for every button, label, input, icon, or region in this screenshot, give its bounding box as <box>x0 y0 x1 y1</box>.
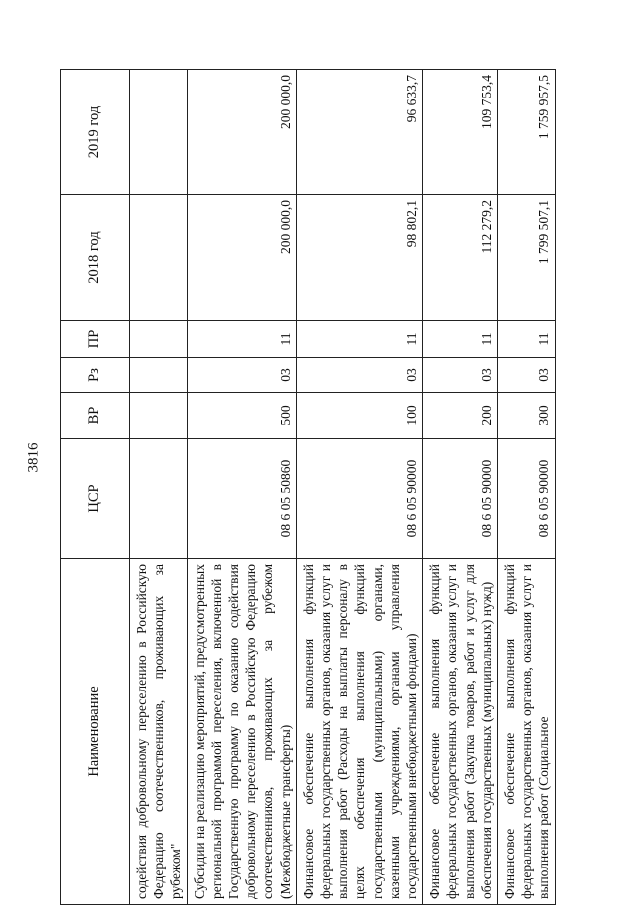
table-row <box>187 70 296 905</box>
header-2018: 2018 год <box>61 195 130 321</box>
row-2019: 96 633,7 <box>296 70 422 195</box>
page-number-text: 3816 <box>25 442 42 472</box>
row-csr: 08 6 05 90000 <box>423 439 498 559</box>
header-2019: 2019 год <box>61 70 130 195</box>
row-pr: 11 <box>423 321 498 358</box>
row-2019: 109 753,4 <box>423 70 498 195</box>
page-number <box>24 427 44 487</box>
row-vr <box>130 393 188 439</box>
row-pr: 11 <box>187 321 296 358</box>
row-2018 <box>130 195 188 321</box>
header-name: Наименование <box>61 559 130 905</box>
row-name: Финансовое обеспечение выполнения функций федеральных государственных органов, оказания услуг и выполнения работ (Закупка товаров, работ и услуг для обеспечения государственных (муниципальных) нужд) <box>423 559 498 905</box>
row-2019 <box>130 70 188 195</box>
row-name: Финансовое обеспечение выполнения функций федеральных государственных органов, оказания услуг и выполнения работ (Социальное <box>498 559 556 905</box>
row-pr <box>130 321 188 358</box>
row-pr: 11 <box>498 321 556 358</box>
table-row <box>498 70 556 905</box>
header-rz: Рз <box>61 358 130 393</box>
row-vr: 100 <box>296 393 422 439</box>
row-csr: 08 6 05 90000 <box>296 439 422 559</box>
row-vr: 200 <box>423 393 498 439</box>
row-rz: 03 <box>296 358 422 393</box>
row-csr: 08 6 05 50860 <box>187 439 296 559</box>
table-row <box>296 70 422 905</box>
row-2018: 1 799 507,1 <box>498 195 556 321</box>
row-name: Субсидии на реализацию мероприятий, предусмотренных региональной программой переселения, включенной в Государственную программу по оказанию содействия добровольному переселению в Российскую Федерацию соотечественников, проживающих за рубежом (Межбюджетные трансферты) <box>187 559 296 905</box>
row-csr: 08 6 05 90000 <box>498 439 556 559</box>
header-pr: ПР <box>61 321 130 358</box>
row-2018: 98 802,1 <box>296 195 422 321</box>
row-name: Финансовое обеспечение выполнения функций федеральных государственных органов, оказания услуг и выполнения работ (Расходы на выплаты персоналу в целях обеспечения выполнения функций государственными (муниципальными) органами, казенными учреждениями, органами управления государственными внебюджетными фондами) <box>296 559 422 905</box>
budget-table-rotated <box>60 0 605 905</box>
table-header-row <box>61 70 130 905</box>
row-rz: 03 <box>187 358 296 393</box>
row-rz <box>130 358 188 393</box>
row-pr: 11 <box>296 321 422 358</box>
row-vr: 300 <box>498 393 556 439</box>
row-2018: 112 279,2 <box>423 195 498 321</box>
row-2019: 200 000,0 <box>187 70 296 195</box>
table-row <box>130 70 188 905</box>
header-csr: ЦСР <box>61 439 130 559</box>
row-rz: 03 <box>423 358 498 393</box>
row-csr <box>130 439 188 559</box>
row-2018: 200 000,0 <box>187 195 296 321</box>
row-rz: 03 <box>498 358 556 393</box>
budget-table <box>60 69 556 905</box>
row-vr: 500 <box>187 393 296 439</box>
table-row <box>423 70 498 905</box>
header-vr: ВР <box>61 393 130 439</box>
row-name: содействия добровольному переселению в Российскую Федерацию соотечественников, проживающих за рубежом" <box>130 559 188 905</box>
row-2019: 1 759 957,5 <box>498 70 556 195</box>
